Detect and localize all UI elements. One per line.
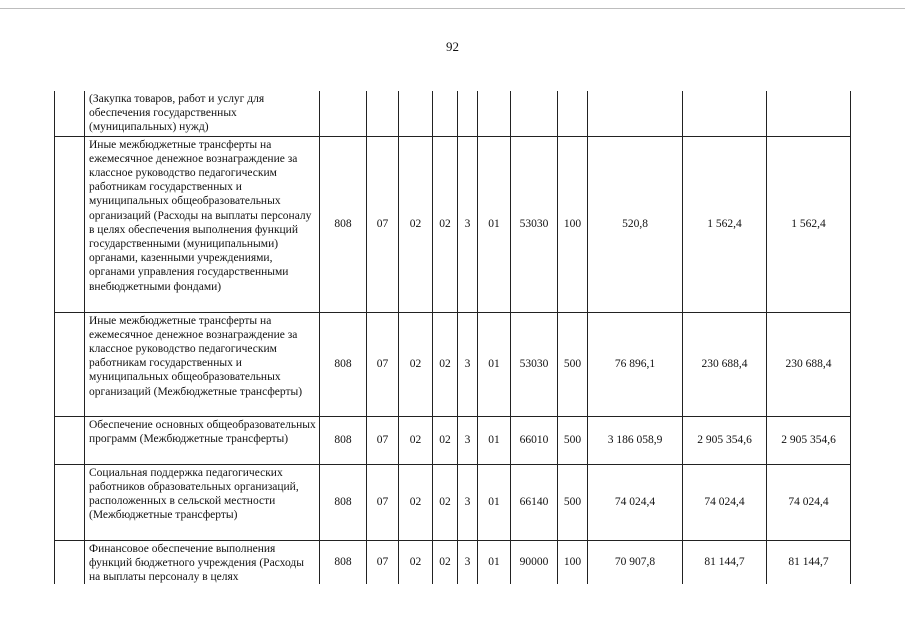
expense-type-cell: 500 bbox=[558, 464, 588, 540]
table-row bbox=[55, 136, 851, 312]
section-cell: 07 bbox=[367, 416, 399, 464]
description-cell: (Закупка товаров, работ и услуг для обеспечения государственных (муниципальных) нужд) bbox=[85, 91, 320, 136]
program-type-cell: 3 bbox=[458, 464, 478, 540]
direction-cell: 66010 bbox=[511, 416, 558, 464]
direction-cell: 53030 bbox=[511, 312, 558, 416]
amount-year1-cell: 76 896,1 bbox=[588, 312, 683, 416]
index-cell bbox=[55, 136, 85, 312]
program-cell: 02 bbox=[433, 540, 458, 584]
amount-year3-cell: 1 562,4 bbox=[767, 136, 851, 312]
subprogram-cell: 01 bbox=[478, 136, 511, 312]
index-cell bbox=[55, 540, 85, 584]
expense-type-cell: 100 bbox=[558, 136, 588, 312]
section-cell: 07 bbox=[367, 312, 399, 416]
expense-type-cell: 500 bbox=[558, 312, 588, 416]
amount-year2-cell: 1 562,4 bbox=[683, 136, 767, 312]
page-top-rule bbox=[0, 8, 905, 9]
ministry-code-cell: 808 bbox=[320, 540, 367, 584]
section-cell: 07 bbox=[367, 464, 399, 540]
direction-cell: 66140 bbox=[511, 464, 558, 540]
expense-type-cell bbox=[558, 91, 588, 136]
index-cell bbox=[55, 91, 85, 136]
subsection-cell: 02 bbox=[399, 312, 433, 416]
subprogram-cell: 01 bbox=[478, 312, 511, 416]
description-cell: Иные межбюджетные трансферты на ежемесячное денежное вознаграждение за классное руководство педагогическим работникам государственных и муниципальных общеобразовательных организаций (Расходы на выплаты персоналу в целях обеспечения выполнения функций государственными (муниципальными) органами, казенными учреждениями, органами управления государственными внебюджетными фондами) bbox=[85, 136, 320, 312]
index-cell bbox=[55, 416, 85, 464]
ministry-code-cell: 808 bbox=[320, 464, 367, 540]
amount-year3-cell: 74 024,4 bbox=[767, 464, 851, 540]
amount-year3-cell: 2 905 354,6 bbox=[767, 416, 851, 464]
table-row bbox=[55, 464, 851, 540]
page-number: 92 bbox=[446, 39, 459, 54]
ministry-code-cell: 808 bbox=[320, 312, 367, 416]
description-cell: Иные межбюджетные трансферты на ежемесячное денежное вознаграждение за классное руководство педагогическим работникам государственных и муниципальных общеобразовательных организаций (Межбюджетные трансферты) bbox=[85, 312, 320, 416]
ministry-code-cell bbox=[320, 91, 367, 136]
table-row bbox=[55, 91, 851, 136]
description-cell: Финансовое обеспечение выполнения функций бюджетного учреждения (Расходы на выплаты персоналу в целях bbox=[85, 540, 320, 584]
amount-year3-cell: 230 688,4 bbox=[767, 312, 851, 416]
description-cell: Обеспечение основных общеобразовательных программ (Межбюджетные трансферты) bbox=[85, 416, 320, 464]
program-cell: 02 bbox=[433, 136, 458, 312]
expense-type-cell: 100 bbox=[558, 540, 588, 584]
direction-cell bbox=[511, 91, 558, 136]
amount-year3-cell: 81 144,7 bbox=[767, 540, 851, 584]
section-cell: 07 bbox=[367, 136, 399, 312]
budget-table bbox=[54, 91, 851, 584]
program-type-cell: 3 bbox=[458, 540, 478, 584]
subprogram-cell: 01 bbox=[478, 416, 511, 464]
amount-year1-cell: 74 024,4 bbox=[588, 464, 683, 540]
subprogram-cell: 01 bbox=[478, 540, 511, 584]
program-cell bbox=[433, 91, 458, 136]
program-cell: 02 bbox=[433, 464, 458, 540]
subprogram-cell bbox=[478, 91, 511, 136]
subsection-cell: 02 bbox=[399, 464, 433, 540]
ministry-code-cell: 808 bbox=[320, 416, 367, 464]
program-cell: 02 bbox=[433, 416, 458, 464]
amount-year2-cell bbox=[683, 91, 767, 136]
subsection-cell: 02 bbox=[399, 540, 433, 584]
index-cell bbox=[55, 312, 85, 416]
index-cell bbox=[55, 464, 85, 540]
section-cell: 07 bbox=[367, 540, 399, 584]
program-type-cell bbox=[458, 91, 478, 136]
table-row bbox=[55, 312, 851, 416]
program-cell: 02 bbox=[433, 312, 458, 416]
subprogram-cell: 01 bbox=[478, 464, 511, 540]
ministry-code-cell: 808 bbox=[320, 136, 367, 312]
amount-year2-cell: 230 688,4 bbox=[683, 312, 767, 416]
subsection-cell: 02 bbox=[399, 416, 433, 464]
table-row bbox=[55, 540, 851, 584]
section-cell bbox=[367, 91, 399, 136]
amount-year1-cell: 3 186 058,9 bbox=[588, 416, 683, 464]
amount-year1-cell: 70 907,8 bbox=[588, 540, 683, 584]
program-type-cell: 3 bbox=[458, 416, 478, 464]
program-type-cell: 3 bbox=[458, 312, 478, 416]
amount-year1-cell bbox=[588, 91, 683, 136]
amount-year3-cell bbox=[767, 91, 851, 136]
description-cell: Социальная поддержка педагогических работников образовательных организаций, расположенных в сельской местности (Межбюджетные трансферты) bbox=[85, 464, 320, 540]
expense-type-cell: 500 bbox=[558, 416, 588, 464]
direction-cell: 53030 bbox=[511, 136, 558, 312]
amount-year2-cell: 74 024,4 bbox=[683, 464, 767, 540]
subsection-cell: 02 bbox=[399, 136, 433, 312]
table-row bbox=[55, 416, 851, 464]
subsection-cell bbox=[399, 91, 433, 136]
program-type-cell: 3 bbox=[458, 136, 478, 312]
amount-year2-cell: 81 144,7 bbox=[683, 540, 767, 584]
amount-year1-cell: 520,8 bbox=[588, 136, 683, 312]
amount-year2-cell: 2 905 354,6 bbox=[683, 416, 767, 464]
direction-cell: 90000 bbox=[511, 540, 558, 584]
